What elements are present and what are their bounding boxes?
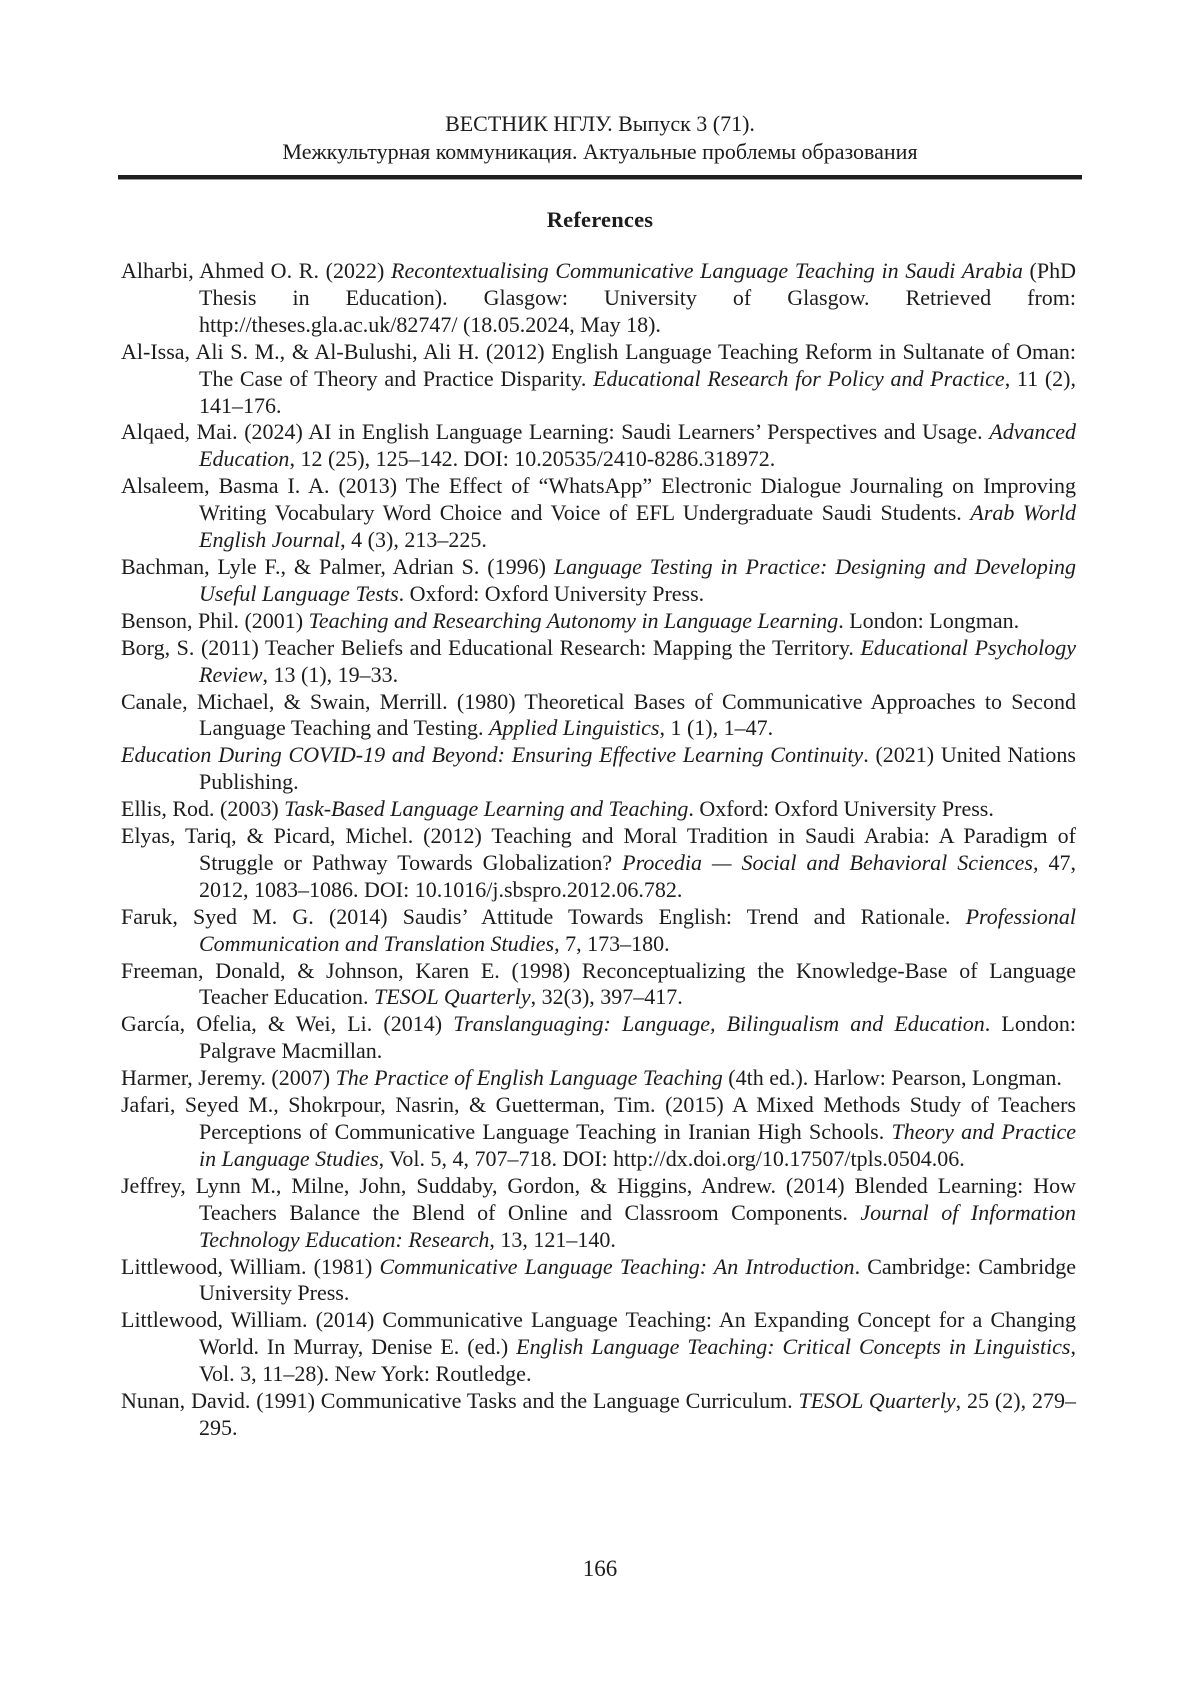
reference-segment: Faruk, Syed M. G. (2014) Saudis’ Attitude Towards English: Trend and Rationale. <box>121 903 966 929</box>
reference-entry <box>121 1388 1076 1442</box>
reference-segment-italic: TESOL Quarterly <box>798 1388 956 1414</box>
reference-segment: Ellis, Rod. (2003) <box>121 796 285 822</box>
reference-segment: Nunan, David. (1991) Communicative Tasks and the Language Curriculum. <box>121 1388 799 1414</box>
reference-segment: 47, 2012, 1083–1086. DOI: 10.1016/j.sbspro.2012.06.782. <box>199 849 1076 902</box>
reference-segment-italic: Recontextualising Communicative Language Teaching in Saudi Arabia <box>391 258 1023 283</box>
reference-segment: Borg, S. (2011) Teacher Beliefs and Educational Research: Mapping the Territory. <box>121 634 861 660</box>
reference-entry <box>121 796 1076 823</box>
reference-segment: , 32(3), 397–417. <box>530 984 683 1010</box>
reference-segment-italic: Translanguaging: Language, Bilingualism and Education <box>453 1011 985 1037</box>
reference-segment: Elyas, Tariq, & Picard, Michel. (2012) Teaching and Moral Tradition in Saudi Arabia: A Paradigm of Struggle or Pathway Towards Globalization? <box>121 823 1076 875</box>
reference-segment-italic: Arab World English Journal <box>199 500 1077 553</box>
reference-segment: (4th ed.). Harlow: Pearson, Longman. <box>722 1065 1062 1091</box>
reference-segment: , 4 (3), 213–225. <box>340 527 487 553</box>
reference-segment: , 13, 121–140. <box>489 1226 616 1252</box>
references-heading: References <box>546 207 654 232</box>
reference-segment: Jeffrey, Lynn M., Milne, John, Suddaby, Gordon, & Higgins, Andrew. (2014) Blended Learning: How Teachers Balance the Blend of Online and Classroom Components. <box>121 1172 1076 1225</box>
reference-entry <box>121 958 1076 1012</box>
reference-segment-italic: Advanced Education <box>199 419 1076 472</box>
reference-segment: Freeman, Donald, & Johnson, Karen E. (1998) Reconceptualizing the Knowledge-Base of Language Teacher Education. <box>121 957 1076 1010</box>
reference-segment: , 25 (2), 279–295. <box>199 1388 1076 1440</box>
reference-segment: Alsaleem, Basma I. A. (2013) The Effect of “WhatsApp” Electronic Dialogue Journaling on Improving Writing Vocabulary Word Choice and Voice of EFL Undergraduate Saudi Students. <box>121 473 1076 526</box>
reference-segment-italic: Theory and Practice in Language Studies <box>199 1119 1076 1171</box>
reference-segment-italic: Task-Based Language Learning and Teaching <box>284 796 689 822</box>
reference-segment: , 1 (1), 1–47. <box>659 715 774 741</box>
reference-segment: , Vol. 3, 11–28). New York: Routledge. <box>199 1334 1076 1387</box>
reference-segment: , 7, 173–180. <box>554 930 670 956</box>
reference-entry <box>121 1065 1076 1092</box>
reference-segment: , 12 (25), 125–142. DOI: 10.20535/2410-8286.318972. <box>289 446 776 472</box>
reference-entry <box>121 1173 1076 1254</box>
reference-segment-italic: Language Testing in Practice: Designing and Developing Useful Language Tests <box>199 553 1076 606</box>
reference-segment: . London: Longman. <box>838 607 1020 633</box>
reference-segment-italic: Education During COVID-19 and Beyond: Ensuring Effective Learning Continuity <box>121 742 864 768</box>
reference-segment: Canale, Michael, & Swain, Merrill. (1980) Theoretical Bases of Communicative Approaches to Second Language Teaching and Testing. <box>121 688 1076 741</box>
reference-segment: Bachman, Lyle F., & Palmer, Adrian S. (1996) <box>121 553 554 579</box>
reference-entry <box>121 608 1076 635</box>
reference-segment-italic: English Language Teaching: Critical Concepts in Linguistics <box>516 1334 1071 1360</box>
reference-segment: . Oxford: Oxford University Press. <box>398 580 705 606</box>
reference-entry <box>121 1307 1076 1388</box>
reference-segment: , 13 (1), 19–33. <box>262 661 399 687</box>
reference-segment: , Vol. 5, 4, 707–718. DOI: http://dx.doi.org/10.17507/tpls.0504.06. <box>378 1145 965 1171</box>
reference-segment-italic: Professional Communication and Translation Studies <box>199 903 1076 956</box>
reference-segment: Harmer, Jeremy. (2007) <box>121 1065 336 1091</box>
reference-segment-italic: Educational Research for Policy and Practice <box>593 365 1005 391</box>
reference-segment: . Oxford: Oxford University Press. <box>688 796 994 822</box>
reference-entry <box>121 1254 1076 1308</box>
reference-entry <box>121 689 1076 743</box>
reference-entry <box>121 339 1076 420</box>
journal-subtitle-line: Межкультурная коммуникация. Актуальные проблемы образования <box>282 139 918 164</box>
reference-entry <box>121 904 1076 958</box>
reference-segment-italic: Applied Linguistics <box>488 715 660 741</box>
reference-segment: . Cambridge: Cambridge University Press. <box>199 1253 1076 1306</box>
reference-entry <box>121 554 1076 608</box>
journal-title-line: ВЕСТНИК НГЛУ. Выпуск 3 (71). <box>445 111 755 136</box>
reference-segment: Jafari, Seyed M., Shokrpour, Nasrin, & Guetterman, Tim. (2015) A Mixed Methods Study of Teachers Perceptions of Communicative Language Teaching in Iranian High Schools. <box>121 1092 1076 1144</box>
reference-segment: Benson, Phil. (2001) <box>121 607 309 633</box>
reference-entry <box>121 1092 1076 1173</box>
reference-segment-italic: Procedia — Social and Behavioral Sciences, <box>622 849 1039 875</box>
page-number: 166 <box>582 1556 618 1581</box>
reference-segment: Alharbi, Ahmed O. R. (2022) <box>121 258 392 283</box>
reference-segment-italic: Educational Psychology Review <box>199 634 1076 687</box>
running-header <box>0 0 1200 166</box>
reference-entry <box>121 258 1076 339</box>
reference-entry <box>121 742 1076 796</box>
reference-segment: (PhD Thesis in Education). Glasgow: University of Glasgow. Retrieved from: http://theses.gla.ac.uk/82747/ (18.05.2024, May 18). <box>199 258 1077 337</box>
reference-segment: . (2021) United Nations Publishing. <box>199 742 1076 795</box>
reference-entry <box>121 823 1076 904</box>
reference-segment: García, Ofelia, & Wei, Li. (2014) <box>121 1011 454 1037</box>
reference-segment: Littlewood, William. (1981) <box>121 1253 380 1279</box>
reference-segment: Al-Issa, Ali S. M., & Al-Bulushi, Ali H. (2012) English Language Teaching Reform in Sultanate of Oman: The Case of Theory and Practice Disparity. <box>121 338 1076 391</box>
reference-list <box>121 258 1076 1442</box>
reference-segment-italic: The Practice of English Language Teaching <box>335 1065 723 1091</box>
reference-segment-italic: TESOL Quarterly <box>373 984 531 1010</box>
reference-segment: , 11 (2), 141–176. <box>199 365 1076 418</box>
reference-segment-italic: Communicative Language Teaching: An Introduction <box>379 1253 855 1279</box>
reference-segment: . London: Palgrave Macmillan. <box>199 1011 1076 1064</box>
reference-entry <box>121 419 1076 473</box>
reference-entry <box>121 1011 1076 1065</box>
reference-segment: Littlewood, William. (2014) Communicative Language Teaching: An Expanding Concept for a Changing World. In Murray, Denise E. (ed.) <box>121 1307 1076 1360</box>
header-divider-rule <box>118 175 1082 180</box>
reference-segment-italic: Journal of Information Technology Education: Research <box>199 1199 1076 1252</box>
reference-entry <box>121 473 1076 554</box>
reference-segment: Alqaed, Mai. (2024) AI in English Language Learning: Saudi Learners’ Perspectives and Usage. <box>121 419 990 445</box>
reference-entry <box>121 635 1076 689</box>
reference-segment-italic: Teaching and Researching Autonomy in Language Learning <box>308 607 839 633</box>
